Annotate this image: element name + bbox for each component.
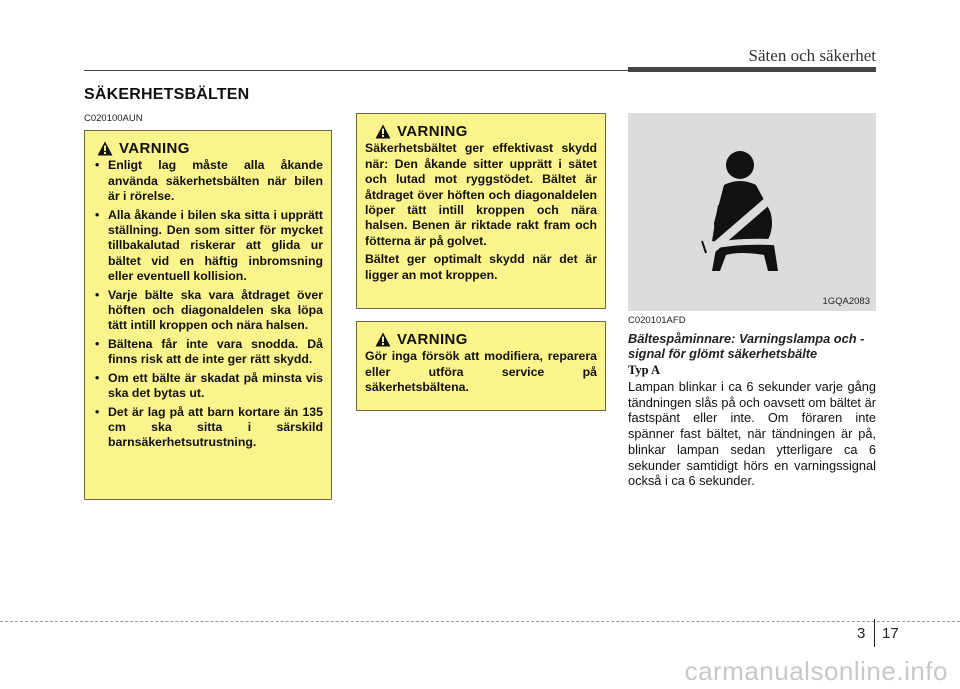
warning-triangle-icon — [375, 124, 391, 139]
list-item: • Det är lag på att barn kortare än 135 cm ska sitta i särskild barnsäkerhetsutrustning. — [93, 405, 323, 451]
subsection-code: C020101AFD — [628, 315, 686, 326]
list-item: • Bältena får inte vara snodda. Då finns risk att de inte ger rätt skydd. — [93, 337, 323, 368]
watermark: carmanualsonline.info — [684, 656, 948, 686]
type-label: Typ A — [628, 363, 661, 377]
warning-label: VARNING — [397, 123, 468, 140]
seatbelt-figure — [628, 113, 876, 311]
warning-triangle-icon — [97, 141, 113, 156]
warning-triangle-icon — [375, 332, 391, 347]
seatbelt-warning-icon — [628, 113, 876, 311]
section-title: SÄKERHETSBÄLTEN — [84, 86, 250, 103]
body-paragraph: Lampan blinkar i ca 6 sekunder varje gång tändningen slås på och oavsett om bältet är fastspänt eller inte. Om föraren inte spänner fast bältet, när tändningen är på, blinkar lampan sedan ytterligare ca 6 sekunder samtidigt hörs en varningssignal också i ca 6 sekunder. — [628, 379, 876, 489]
warning-paragraph: Säkerhetsbältet ger effektivast skydd när: Den åkande sitter upprätt i sätet och lutad mot ryggstödet. Bältet är åtdraget över höften och diagonaldelen löper tätt intill kroppen och nära halsen. Benen är riktade rakt fram och fötterna är på golvet. — [365, 141, 597, 248]
warning-label: VARNING — [119, 140, 190, 157]
warning-heading — [97, 141, 323, 156]
page-header-title: Säten och säkerhet — [748, 46, 876, 65]
warning-box-middle-bottom — [356, 321, 606, 411]
page-number: 17 — [882, 625, 899, 642]
figure-code: 1GQA2083 — [822, 296, 870, 307]
warning-box-middle-top — [356, 113, 606, 309]
list-item: • Enligt lag måste alla åkande använda säkerhetsbälten när bilen är i rörelse. — [93, 158, 323, 204]
header-rule — [84, 70, 632, 71]
page-number-divider — [874, 619, 875, 647]
subsection-title: Bältespåminnare: Varningslampa och -signal för glömt säkerhetsbälte — [628, 331, 865, 361]
warning-heading — [375, 332, 597, 347]
footer-rule — [0, 621, 960, 622]
warning-box-left — [84, 130, 332, 500]
warning-heading — [375, 124, 597, 139]
header-rule-thick — [628, 67, 876, 72]
warning-paragraph: Bältet ger optimalt skydd när det är ligger an mot kroppen. — [365, 252, 597, 282]
chapter-number: 3 — [857, 625, 866, 642]
warning-list — [93, 158, 323, 450]
list-item: • Varje bälte ska vara åtdraget över höften och diagonaldelen ska löpa tätt intill kroppen och nära halsen. — [93, 288, 323, 334]
list-item: • Om ett bälte är skadat på minsta vis ska det bytas ut. — [93, 371, 323, 402]
list-item: • Alla åkande i bilen ska sitta i upprätt ställning. Den som sitter för mycket tillbakalutad riskerar att glida ur bältet vid en häftig inbromsning eller eventuell kollision. — [93, 208, 323, 285]
warning-label: VARNING — [397, 331, 468, 348]
section-code: C020100AUN — [84, 113, 143, 124]
warning-paragraph: Gör inga försök att modifiera, reparera eller utföra service på säkerhetsbältena. — [365, 349, 597, 395]
